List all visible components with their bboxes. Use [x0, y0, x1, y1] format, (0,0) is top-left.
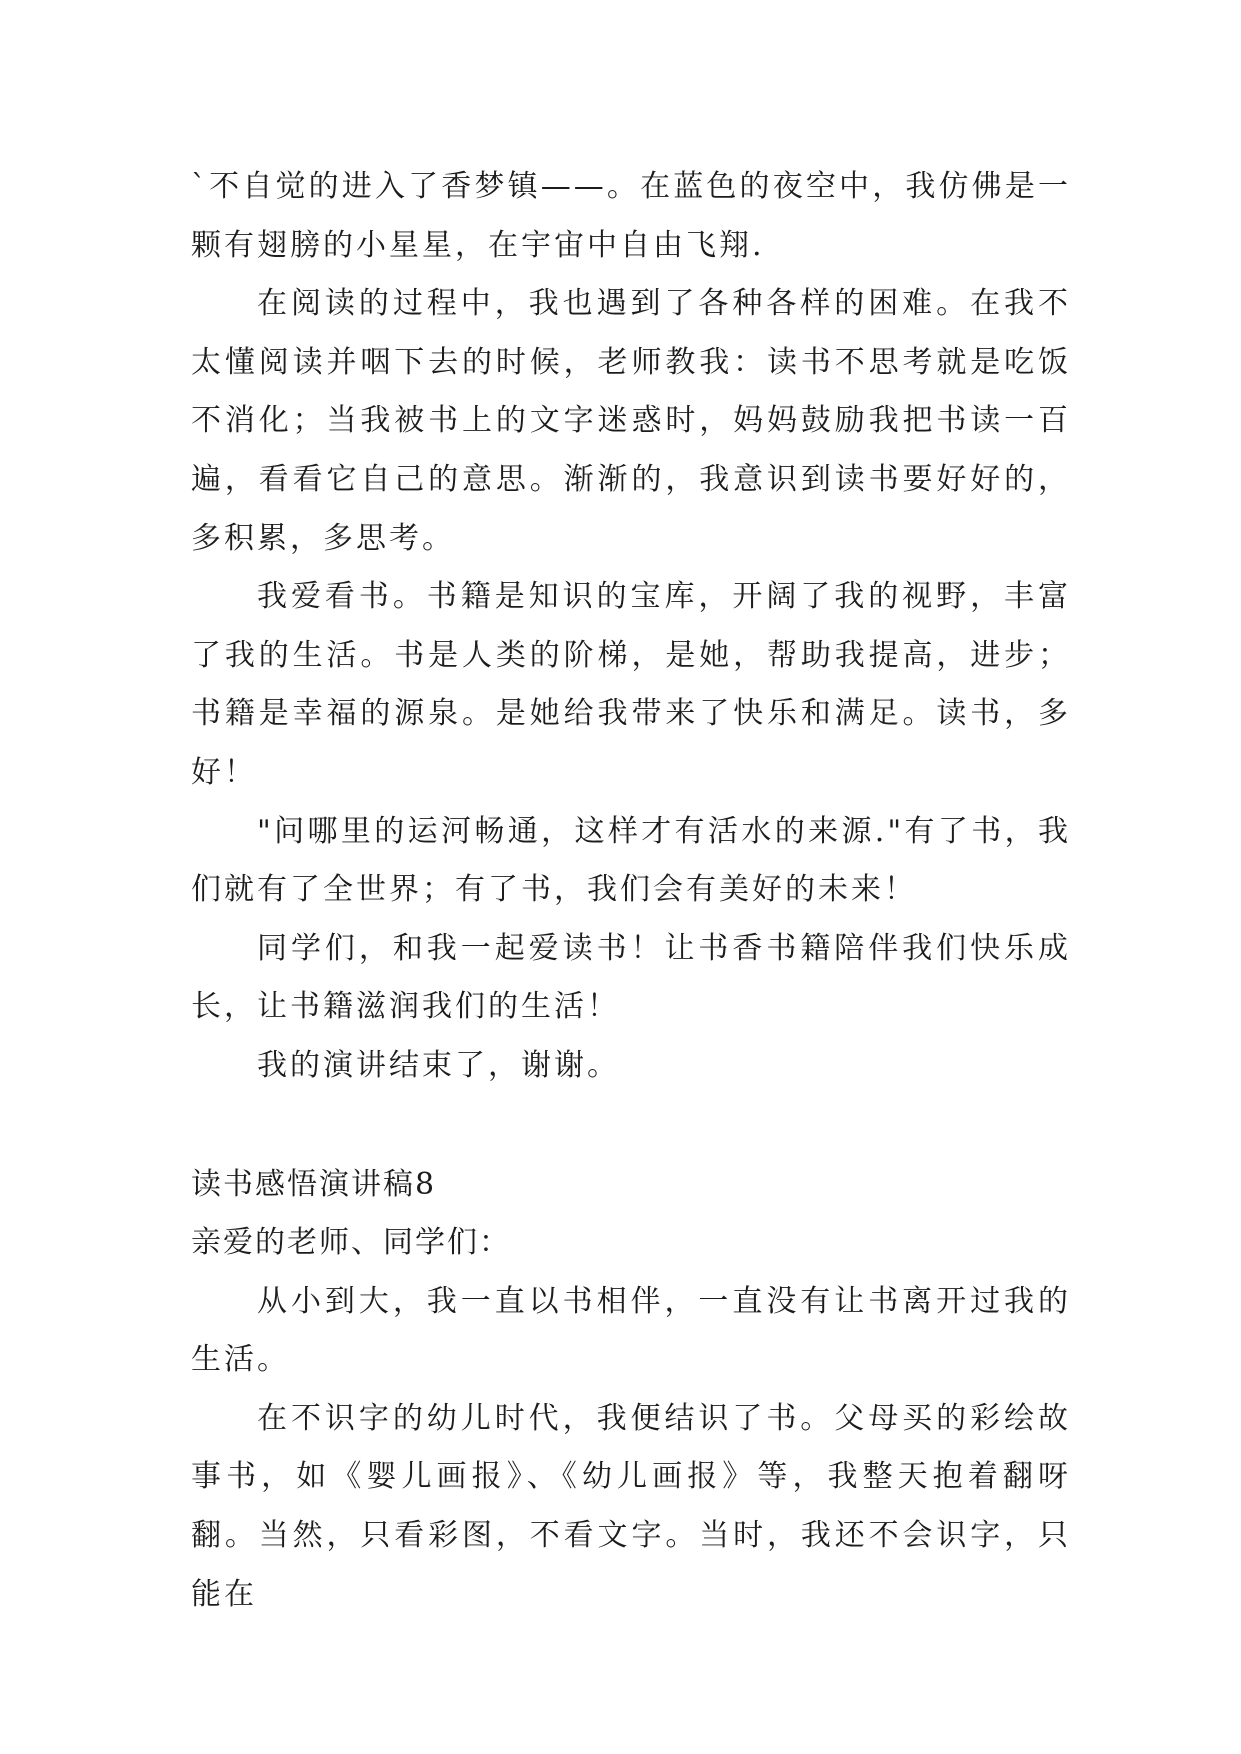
paragraph-quote: "问哪里的运河畅通，这样才有活水的来源."有了书，我们就有了全世界；有了书，我们会有美好的未来！: [191, 813, 1071, 908]
section-gap: [191, 1096, 1071, 1156]
paragraph-closing: 我的演讲结束了，谢谢。: [257, 1047, 620, 1083]
salutation: 亲爱的老师、同学们：: [191, 1225, 511, 1261]
paragraph-since-childhood: 从小到大，我一直以书相伴，一直没有让书离开过我的生活。: [191, 1283, 1071, 1378]
paragraph-early-childhood: 在不识字的幼儿时代，我便结识了书。父母买的彩绘故事书，如《婴儿画报》、《幼儿画报》等，我整天抱着翻呀翻。当然，只看彩图，不看文字。当时，我还不会识字，只能在: [191, 1400, 1071, 1612]
speech-8: [191, 1156, 1071, 1625]
paragraph-call-to-action: 同学们，和我一起爱读书！让书香书籍陪伴我们快乐成长，让书籍滋润我们的生活！: [191, 930, 1071, 1025]
paragraph-continuation: `不自觉的进入了香梦镇——。在蓝色的夜空中，我仿佛是一颗有翅膀的小星星，在宇宙中自由飞翔.: [191, 169, 1071, 263]
section-title: 读书感悟演讲稿8: [191, 1166, 437, 1202]
document-body: [191, 158, 1071, 1624]
speech-7-ending: [191, 158, 1071, 1096]
paragraph-love-books: 我爱看书。书籍是知识的宝库，开阔了我的视野，丰富了我的生活。书是人类的阶梯，是她，帮助我提高，进步；书籍是幸福的源泉。是她给我带来了快乐和满足。读书，多好！: [191, 579, 1071, 790]
paragraph-reading-difficulties: 在阅读的过程中，我也遇到了各种各样的困难。在我不太懂阅读并咽下去的时候，老师教我：读书不思考就是吃饭不消化；当我被书上的文字迷惑时，妈妈鼓励我把书读一百遍，看看它自己的意思。渐渐的，我意识到读书要好好的，多积累，多思考。: [191, 286, 1071, 556]
